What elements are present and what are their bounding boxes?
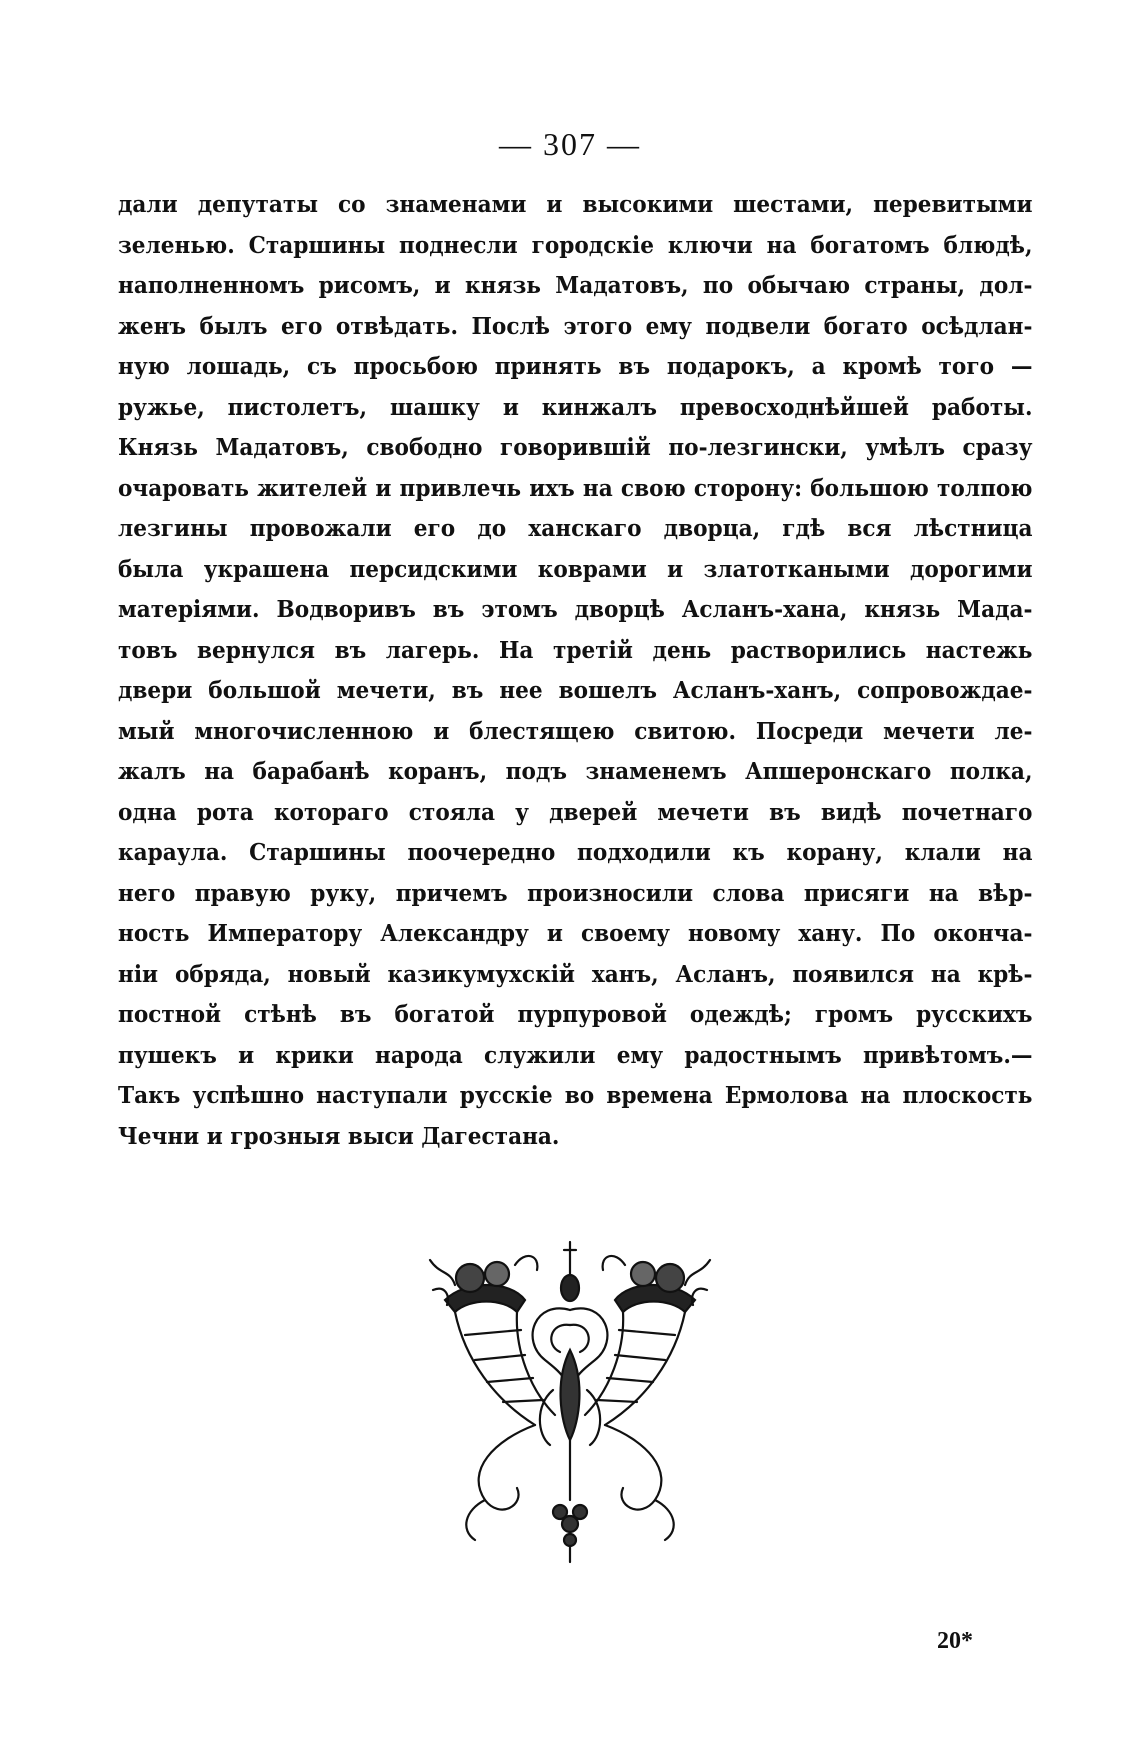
text-line: дали депутаты со знаменами и высокими шестами, перевитыми	[118, 190, 1033, 218]
text-line: матеріями. Водворивъ въ этомъ дворцѣ Асланъ-хана, князь Мада-	[118, 595, 1033, 623]
text-line: была украшена персидскими коврами и златоткаными дорогими	[118, 554, 1033, 583]
text-line: двери большой мечети, въ нее вошелъ Асланъ-ханъ, сопровождае-	[118, 676, 1033, 704]
text-line: лезгины провожали его до ханскаго дворца, гдѣ вся лѣстница	[118, 514, 1033, 542]
text-line: ніи обряда, новый казикумухскій ханъ, Асланъ, появился на крѣ-	[118, 959, 1033, 988]
page-number: — 307 —	[499, 126, 641, 162]
text-line: Чечни и грозныя выси Дагестана.	[118, 1121, 560, 1150]
cornucopia-ornament-icon	[425, 1240, 715, 1565]
text-line: пушекъ и крики народа служили ему радостнымъ привѣтомъ.—	[118, 1040, 1033, 1069]
text-line: очаровать жителей и привлечь ихъ на свою сторону: большою толпою	[118, 473, 1033, 502]
text-line: караула. Старшины поочередно подходили къ корану, клали на	[118, 838, 1033, 866]
body-text	[118, 184, 1032, 1156]
signature-mark: 20*	[937, 1628, 973, 1654]
text-line: ность Императору Александру и своему новому хану. По оконча-	[118, 919, 1033, 947]
text-line: жалъ на барабанѣ коранъ, подъ знаменемъ Апшеронскаго полка,	[118, 757, 1033, 785]
text-line: него правую руку, причемъ произносили слова присяги на вѣр-	[118, 878, 1033, 907]
text-line: ружье, пистолетъ, шашку и кинжалъ превосходнѣйшей работы.	[118, 392, 1033, 421]
text-line: Князь Мадатовъ, свободно говорившій по-лезгински, умѣлъ сразу	[118, 433, 1033, 461]
text-line: мый многочисленною и блестящею свитою. Посреди мечети ле-	[118, 716, 1033, 745]
text-line: зеленью. Старшины поднесли городскіе ключи на богатомъ блюдѣ,	[118, 230, 1033, 259]
text-line: одна рота котораго стояла у дверей мечети въ видѣ почетнаго	[118, 797, 1033, 826]
text-line: ную лошадь, съ просьбою принять въ подарокъ, а кромѣ того —	[118, 352, 1033, 380]
text-line: женъ былъ его отвѣдать. Послѣ этого ему подвели богато осѣдлан-	[118, 311, 1033, 340]
text-line: Такъ успѣшно наступали русскіе во времена Ермолова на плоскость	[118, 1081, 1033, 1109]
text-line: наполненномъ рисомъ, и князь Мадатовъ, по обычаю страны, дол-	[118, 271, 1033, 299]
text-line: товъ вернулся въ лагерь. На третій день растворились настежь	[118, 635, 1033, 664]
text-line: постной стѣнѣ въ богатой пурпуровой одеждѣ; громъ русскихъ	[118, 1000, 1033, 1028]
